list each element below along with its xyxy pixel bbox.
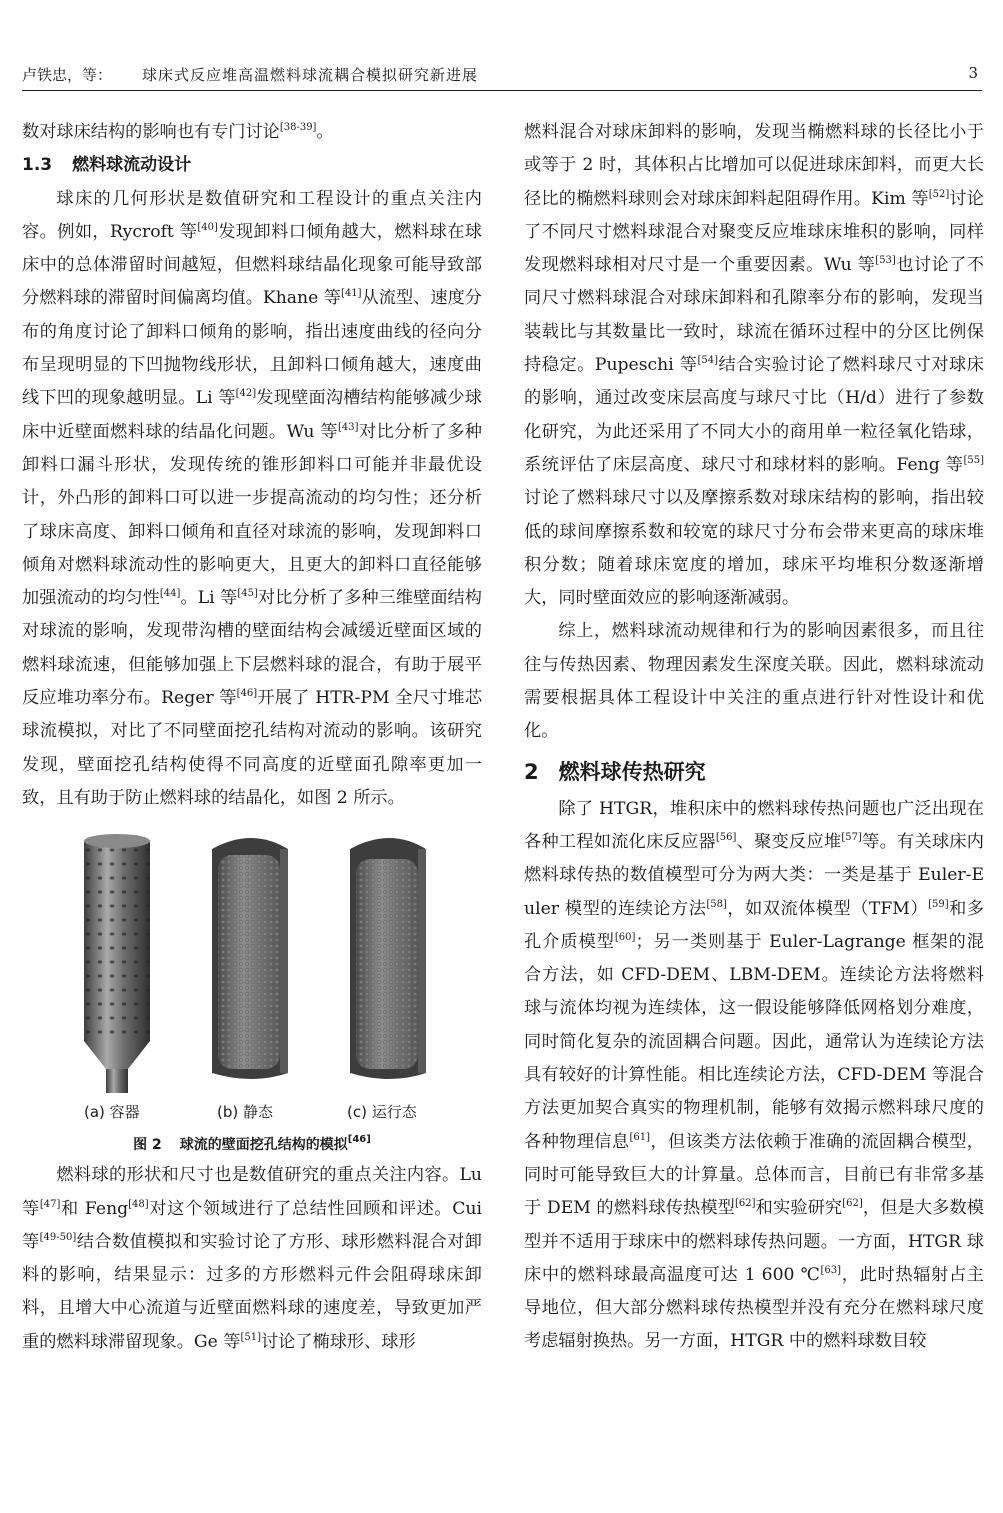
figure-2b-static — [212, 838, 288, 1079]
subcaption-b: (b) 静态 — [217, 1103, 273, 1122]
header-article-title: 球床式反应堆高温燃料球流耦合模拟研究新进展 — [142, 66, 479, 84]
right-column — [524, 116, 984, 1359]
running-header — [22, 62, 982, 91]
header-authors: 卢铁忠，等： — [22, 66, 113, 84]
figure-2a-container — [84, 834, 150, 1093]
paragraph-continued: 数对球床结构的影响也有专门讨论[38-39]。 — [22, 122, 334, 142]
paragraph-mixing: 燃料混合对球床卸料的影响，发现当椭燃料球的长径比小于或等于 2 时，其体积占比增加可以促进球床卸料，而更大长径比的椭燃料球则会对球床卸料起阻碍作用。Kim 等[52]讨论了不同尺寸燃料球混合对聚变反应堆球床堆积的影响，同样发现燃料球相对尺寸是一个重要因素。Wu 等[53]也讨论了不同尺寸燃料球混合对球床卸料和孔隙率分布的影响，发现当装载比与其数量比一致时，球流在循环过程中的分区比例保持稳定。Pupeschi 等[54]结合实验讨论了燃料球尺寸对球床的影响，通过改变床层高度与球尺寸比（H/d）进行了参数化研究，为此还采用了不同大小的商用单一粒径氧化锆球，系统评估了床层高度、球尺寸和球材料的影响。Feng 等[55]讨论了燃料球尺寸以及摩擦系数对球床结构的影响，指出较低的球间摩擦系数和较宽的球尺寸分布会带来更高的球床堆积分数；随着球床宽度的增加，球床平均堆积分数逐渐增大，同时壁面效应的影响逐渐减弱。 — [524, 122, 984, 609]
figure-caption: 图 2 球流的壁面挖孔结构的模拟[46] — [133, 1134, 371, 1154]
figure-2-illustration — [22, 829, 482, 1129]
section-heading-2: 2 燃料球传热研究 — [524, 759, 706, 784]
figure-2 — [22, 829, 482, 1159]
subcaption-c: (c) 运行态 — [347, 1103, 417, 1122]
figure-2c-running — [350, 838, 426, 1079]
section-heading-1-3: 1.3 燃料球流动设计 — [22, 155, 192, 176]
page-number: 3 — [968, 64, 978, 82]
paragraph-shape-size: 燃料球的形状和尺寸也是数值研究的重点关注内容。Lu 等[47]和 Feng[48]对这个领域进行了总结性回顾和评述。Cui 等[49-50]结合数值模拟和实验讨论了方形、球形燃料混合对卸料的影响，结果显示：过多的方形燃料元件会阻碍球床卸料，且增大中心流道与近壁面燃料球的速度差，导致更加严重的燃料球滞留现象。Ge 等[51]讨论了椭球形、球形 — [22, 1165, 482, 1352]
subcaption-a: (a) 容器 — [84, 1103, 140, 1122]
paragraph-geometry: 球床的几何形状是数值研究和工程设计的重点关注内容。例如，Rycroft 等[40]发现卸料口倾角越大，燃料球在球床中的总体滞留时间越短，但燃料球结晶化现象可能导致部分燃料球的滞留时间偏离均值。Khane 等[41]从流型、速度分布的角度讨论了卸料口倾角的影响，指出速度曲线的径向分布呈现明显的下凹抛物线形状，且卸料口倾角越大，速度曲线下凹的现象越明显。Li 等[42]发现壁面沟槽结构能够减少球床中近壁面燃料球的结晶化问题。Wu 等[43]对比分析了多种卸料口漏斗形状，发现传统的锥形卸料口可能并非最优设计，外凸形的卸料口可以进一步提高流动的均匀性；还分析了球床高度、卸料口倾角和直径对球流的影响，发现卸料口倾角对燃料球流动性的影响更大，且更大的卸料口直径能够加强流动的均匀性[44]。Li 等[45]对比分析了多种三维壁面结构对球流的影响，发现带沟槽的壁面结构会减缓近壁面区域的燃料球流速，但能够加强上下层燃料球的混合，有助于展平反应堆功率分布。Reger 等[46]开展了 HTR-PM 全尺寸堆芯球流模拟，对比了不同壁面挖孔结构对流动的影响。该研究发现，壁面挖孔结构使得不同高度的近壁面孔隙率更加一致，且有助于防止燃料球的结晶化，如图 2 所示。 — [22, 188, 483, 808]
left-column — [22, 116, 482, 1359]
paragraph-summary: 综上，燃料球流动规律和行为的影响因素很多，而且往往与传热因素、物理因素发生深度关联。因此，燃料球流动需要根据具体工程设计中关注的重点进行针对性设计和优化。 — [524, 621, 984, 742]
paragraph-heat-transfer: 除了 HTGR，堆积床中的燃料球传热问题也广泛出现在各种工程如流化床反应器[56]、聚变反应堆[57]等。有关球床内燃料球传热的数值模型可分为两大类：一类是基于 Euler-Euler 模型的连续论方法[58]，如双流体模型（TFM）[59]和多孔介质模型[60]；另一类则基于 Euler-Lagrange 框架的混合方法，如 CFD-DEM、LBM-DEM。连续论方法将燃料球与流体均视为连续体，这一假设能够降低网格划分难度，同时简化复杂的流固耦合问题。因此，通常认为连续论方法具有较好的计算性能。相比连续论方法，CFD-DEM 等混合方法更加契合真实的物理机制，能够有效揭示燃料球尺度的各种物理信息[61]，但该类方法依赖于准确的流固耦合模型，同时可能导致巨大的计算量。总体而言，目前已有非常多基于 DEM 的燃料球传热模型[62]和实验研究[62]，但是大多数模型并不适用于球床中的燃料球传热问题。一方面，HTGR 球床中的燃料球最高温度可达 1 600 ℃[63]，此时热辐射占主导地位，但大部分燃料球传热模型并没有充分在燃料球尺度考虑辐射换热。另一方面，HTGR 中的燃料球数目较 — [524, 798, 984, 1352]
